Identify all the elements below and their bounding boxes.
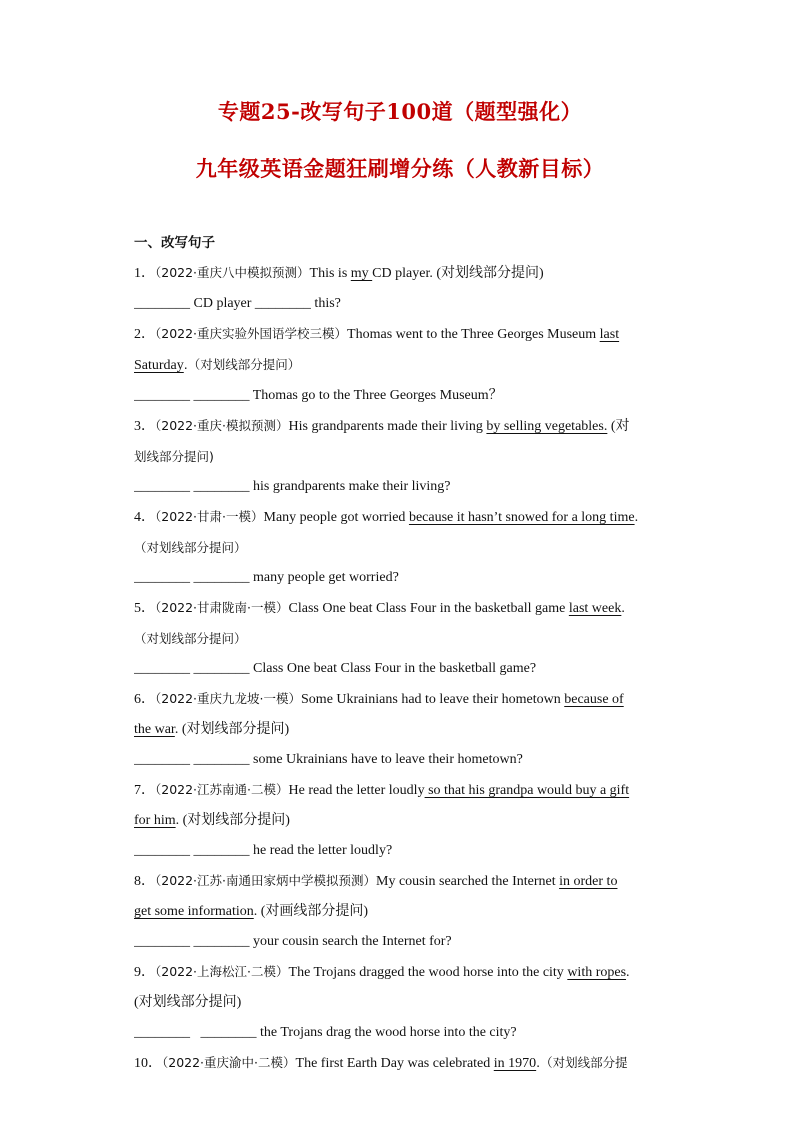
question-text: Many people got worried: [263, 510, 409, 525]
question-9: [134, 957, 662, 988]
question-text: The first Earth Day was celebrated: [295, 1056, 494, 1071]
underlined-part: last week: [568, 601, 622, 616]
question-5: [134, 593, 662, 624]
answer-line-4: ________ ________ many people get worried?: [134, 570, 399, 585]
question-text: .: [621, 601, 625, 616]
question-text: This is: [309, 266, 351, 281]
question-number: 5．: [134, 601, 155, 616]
question-number: 6．: [134, 692, 155, 707]
question-text: . (对划线部分提问): [174, 722, 290, 737]
question-source: （2022·甘肃·一模）: [155, 509, 264, 524]
question-6: [134, 684, 662, 715]
question-list: [134, 228, 662, 1079]
question-source: （2022·重庆八中模拟预测）: [155, 265, 310, 280]
answer-line-6: ________ ________ some Ukrainians have to leave their hometown?: [134, 752, 523, 767]
question-text: . (对划线部分提问): [175, 813, 290, 828]
question-text: Thomas went to the Three Georges Museum: [347, 327, 600, 342]
underlined-part: for him: [134, 813, 176, 828]
answer-line-5: ________ ________ Class One beat Class Four in the basketball game?: [134, 661, 537, 676]
question-source: （2022·上海松江·二模）: [155, 964, 289, 979]
question-9-note: (对划线部分提问): [134, 995, 242, 1010]
underlined-part: because of: [564, 692, 624, 707]
question-text: .（对划线部分提: [536, 1055, 628, 1070]
question-2: [134, 319, 662, 350]
title-line-1: 专题25-改写句子100道（题型强化）: [217, 99, 583, 124]
answer-line-7: ________ ________ he read the letter loudly?: [134, 843, 393, 858]
question-source: （2022·重庆渝中·二模）: [162, 1055, 296, 1070]
question-number: 9．: [134, 965, 155, 980]
question-source: （2022·重庆·模拟预测）: [155, 418, 289, 433]
underlined-part: by selling vegetables.: [486, 419, 608, 434]
question-text: .: [634, 510, 639, 525]
question-number: 3．: [134, 419, 155, 434]
question-source: （2022·江苏南通·二模）: [155, 782, 289, 797]
question-text: My cousin searched the Internet: [376, 874, 560, 889]
underlined-part: in 1970: [493, 1056, 537, 1071]
underlined-part: last: [599, 327, 620, 342]
question-text: (对: [607, 419, 630, 434]
underlined-part: with ropes: [567, 965, 627, 980]
underlined-part: Saturday: [134, 358, 184, 373]
question-8: [134, 866, 662, 897]
title-line-2: 九年级英语金题狂刷增分练（人教新目标）: [195, 156, 605, 181]
section-heading: 一、改写句子: [134, 235, 215, 251]
question-7-cont: [134, 806, 662, 836]
question-3: [134, 411, 662, 442]
underlined-part: so that his grandpa would buy a gift: [424, 783, 630, 798]
question-number: 8．: [134, 874, 155, 889]
underlined-part: the war: [134, 722, 175, 737]
question-text: Class One beat Class Four in the basketball game: [288, 601, 569, 616]
question-source: （2022·重庆实验外国语学校三模）: [155, 326, 348, 341]
question-number: 1．: [134, 266, 155, 281]
answer-line-9: ________ ________ the Trojans drag the wood horse into the city?: [134, 1025, 517, 1040]
question-text: CD player. (对划线部分提问): [372, 266, 544, 281]
question-number: 4．: [134, 510, 155, 525]
question-1: [134, 258, 662, 289]
underlined-part: in order to: [559, 874, 618, 889]
answer-line-2: ________ ________ Thomas go to the Three Georges Museum？: [134, 388, 503, 403]
question-4: [134, 502, 662, 533]
question-4-note: （对划线部分提问）: [134, 540, 247, 555]
question-source: （2022·江苏·南通田家炳中学模拟预测）: [155, 873, 377, 888]
question-6-cont: [134, 715, 662, 745]
question-text: The Trojans dragged the wood horse into the city: [288, 965, 568, 980]
question-number: 7．: [134, 783, 155, 798]
answer-line-3: ________ ________ his grandparents make their living?: [134, 479, 451, 494]
question-10: [134, 1048, 662, 1079]
question-source: （2022·重庆九龙坡·一模）: [155, 691, 302, 706]
question-text: Some Ukrainians had to leave their hometown: [301, 692, 565, 707]
question-text: .（对划线部分提问）: [183, 357, 301, 372]
underlined-part: because it hasn’t snowed for a long time: [408, 510, 635, 525]
question-2-cont: [134, 350, 662, 381]
question-8-cont: [134, 897, 662, 927]
answer-line-1: ________ CD player ________ this?: [134, 296, 341, 311]
answer-line-8: ________ ________ your cousin search the Internet for?: [134, 934, 452, 949]
question-text: He read the letter loudly: [288, 783, 425, 798]
question-source: （2022·甘肃陇南·一模）: [155, 600, 289, 615]
question-text: . (对画线部分提问): [253, 904, 369, 919]
question-5-note: （对划线部分提问）: [134, 631, 247, 646]
question-7: [134, 775, 662, 806]
question-number: 2．: [134, 327, 155, 342]
question-number: 10．: [134, 1056, 162, 1071]
question-text: .: [626, 965, 630, 980]
underlined-part: get some information: [134, 904, 254, 919]
question-text: His grandparents made their living: [288, 419, 487, 434]
question-3-cont: 划线部分提问): [134, 449, 214, 464]
underlined-part: my: [350, 266, 373, 281]
